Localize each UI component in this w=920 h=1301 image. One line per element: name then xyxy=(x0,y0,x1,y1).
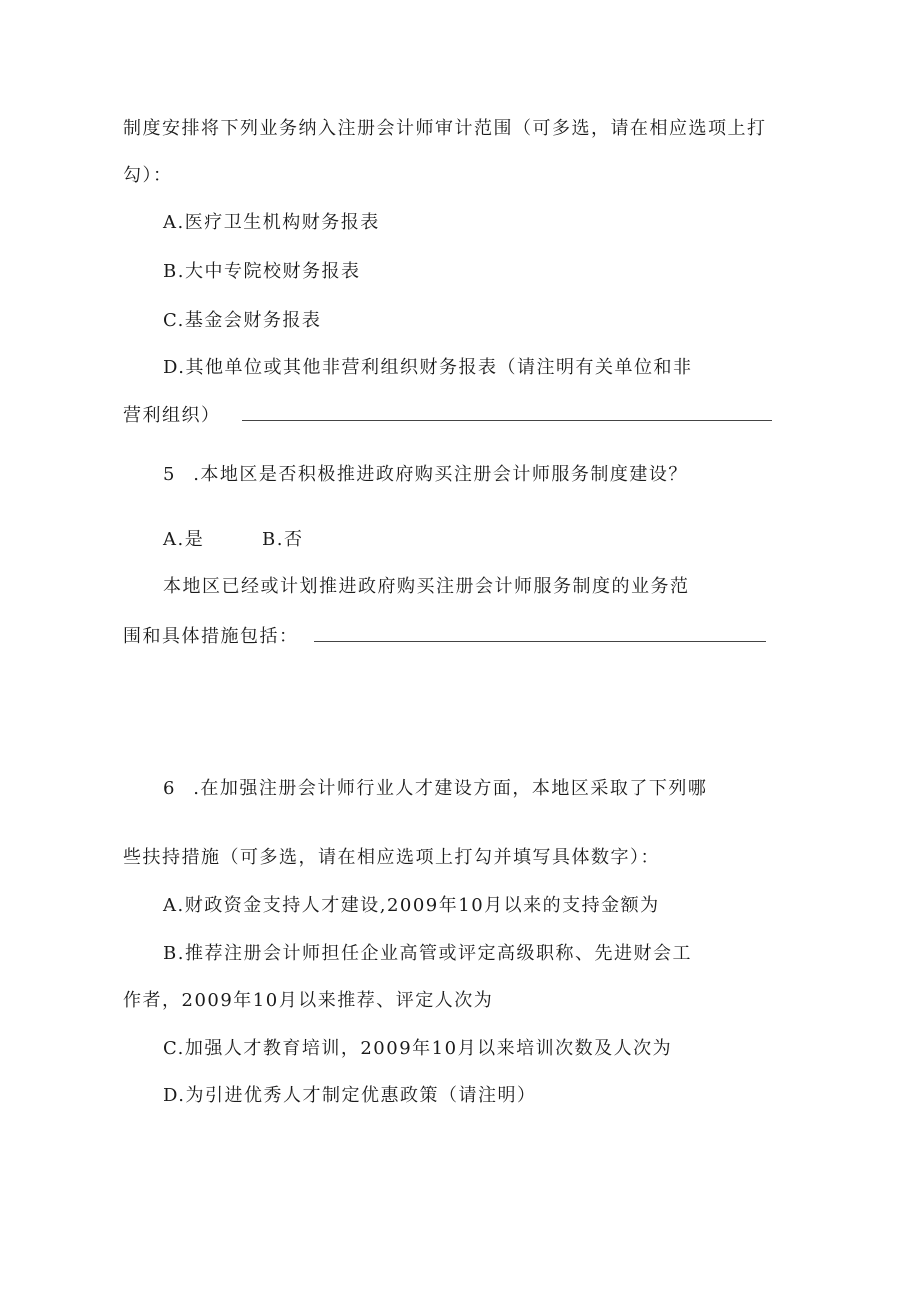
q5-followup-line2 xyxy=(123,625,766,649)
q4-option-d-line2 xyxy=(123,404,772,428)
q4-option-d-fill-blank[interactable] xyxy=(242,406,772,421)
q5-followup-line1: 本地区已经或计划推进政府购买注册会计师服务制度的业务范 xyxy=(163,576,690,597)
q5-option-b[interactable]: B.否 xyxy=(262,529,304,550)
q4-option-a[interactable]: A.医疗卫生机构财务报表 xyxy=(163,212,380,233)
q6-question-line1-text: .在加强注册会计师行业人才建设方面，本地区采取了下列哪 xyxy=(193,778,708,799)
q6-option-a[interactable]: A.财政资金支持人才建设,2009年10月以来的支持金额为 xyxy=(163,895,660,916)
q4-option-d-line2-text: 营利组织） xyxy=(123,405,221,426)
q6-option-b-line2: 作者，2009年10月以来推荐、评定人次为 xyxy=(123,990,494,1011)
q6-option-b-line1[interactable]: B.推荐注册会计师担任企业高管或评定高级职称、先进财会工 xyxy=(163,943,692,964)
q5-option-a[interactable]: A.是 xyxy=(163,529,205,550)
q4-intro-line2: 勾）： xyxy=(123,165,173,186)
q4-intro-line1: 制度安排将下列业务纳入注册会计师审计范围（可多选，请在相应选项上打 xyxy=(123,118,767,139)
q5-question: .本地区是否积极推进政府购买注册会计师服务制度建设？ xyxy=(193,464,688,485)
q4-option-d-line1[interactable]: D.其他单位或其他非营利组织财务报表（请注明有关单位和非 xyxy=(163,357,693,378)
q6-option-c[interactable]: C.加强人才教育培训，2009年10月以来培训次数及人次为 xyxy=(163,1038,673,1059)
q4-option-b[interactable]: B.大中专院校财务报表 xyxy=(163,261,361,282)
q5-followup-fill-blank[interactable] xyxy=(314,627,766,642)
q6-number: 6 xyxy=(163,778,176,799)
q6-option-d[interactable]: D.为引进优秀人才制定优惠政策（请注明） xyxy=(163,1085,537,1106)
q5-number: 5 xyxy=(163,464,176,485)
q5-followup-line2-text: 围和具体措施包括： xyxy=(123,626,299,647)
q6-question-line1 xyxy=(163,777,707,801)
q4-option-c[interactable]: C.基金会财务报表 xyxy=(163,310,322,331)
q5-question-line xyxy=(163,463,688,487)
q6-question-line2: 些扶持措施（可多选，请在相应选项上打勾并填写具体数字）： xyxy=(123,847,660,868)
